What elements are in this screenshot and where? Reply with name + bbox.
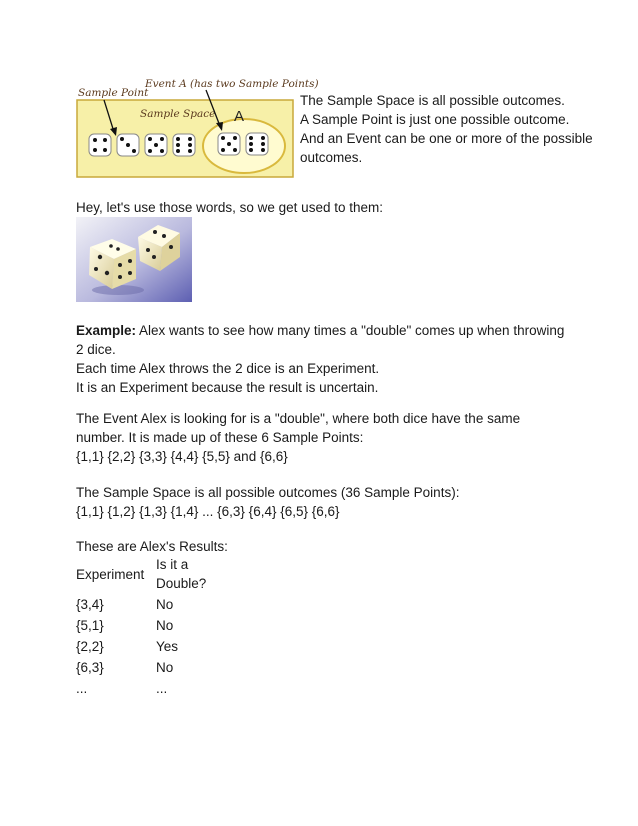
results-intro: These are Alex's Results: [76,539,228,554]
table-row [76,656,226,677]
event-a-ellipse [203,119,285,173]
event-block [76,409,566,466]
die-3 [145,134,167,156]
definition-event: And an Event can be one or more of the possible outcomes. [300,131,593,165]
row-is-double: No [156,597,174,612]
example-label: Example: [76,323,137,338]
example-block [76,321,566,397]
row-is-double: ... [156,681,168,696]
definition-sample-point: A Sample Point is just one possible outcome. [300,112,570,127]
event-sample-points: {1,1} {2,2} {3,3} {4,4} {5,5} and {6,6} [76,449,288,464]
event-description: The Event Alex is looking for is a "double", where both dice have the same number. It is made up of these 6 Sample Points: [76,411,521,445]
sample-space-outcomes: {1,1} {1,2} {1,3} {1,4} ... {6,3} {6,4} {6,5} {6,6} [76,504,340,519]
table-row [76,677,226,698]
definitions-paragraph [300,91,600,167]
row-is-double: Yes [156,639,179,654]
die-4 [173,134,195,156]
sample-point-label: Sample Point [78,87,149,99]
die-5 [218,133,240,155]
row-is-double: No [156,660,174,675]
dice-photo [76,217,192,302]
row-is-double: No [156,618,174,633]
sample-space-description: The Sample Space is all possible outcomes (36 Sample Points): [76,485,460,500]
example-line [76,321,566,359]
row-experiment: {2,2} [76,639,104,654]
dice-image [76,217,192,302]
results-table [76,555,226,698]
definition-sample-space: The Sample Space is all possible outcomes. [300,93,565,108]
table-row [76,635,226,656]
header-is-double: Is it a Double? [156,557,207,591]
results-header-row [76,555,226,593]
example-uncertain-line: It is an Experiment because the result is uncertain. [76,380,379,395]
intro-text: Hey, let's use those words, so we get used to them: [76,200,383,215]
row-experiment: {3,4} [76,597,104,612]
row-experiment: ... [76,681,88,696]
example-experiment-line: Each time Alex throws the 2 dice is an Experiment. [76,361,380,376]
sample-space-block [76,483,566,521]
table-row [76,614,226,635]
die-6 [246,133,268,155]
example-text: Alex wants to see how many times a "double" comes up when throwing 2 dice. [76,323,565,357]
sample-space-label: Sample Space [140,108,216,120]
table-row [76,593,226,614]
event-a-letter: A [234,108,245,125]
event-a-label: Event A (has two Sample Points) [145,78,319,90]
row-experiment: {6,3} [76,660,104,675]
header-experiment: Experiment [76,566,145,582]
sample-space-illustration [76,74,319,178]
die-1 [89,134,111,156]
die-2 [117,134,139,156]
row-experiment: {5,1} [76,618,104,633]
sample-space-diagram [76,74,319,178]
